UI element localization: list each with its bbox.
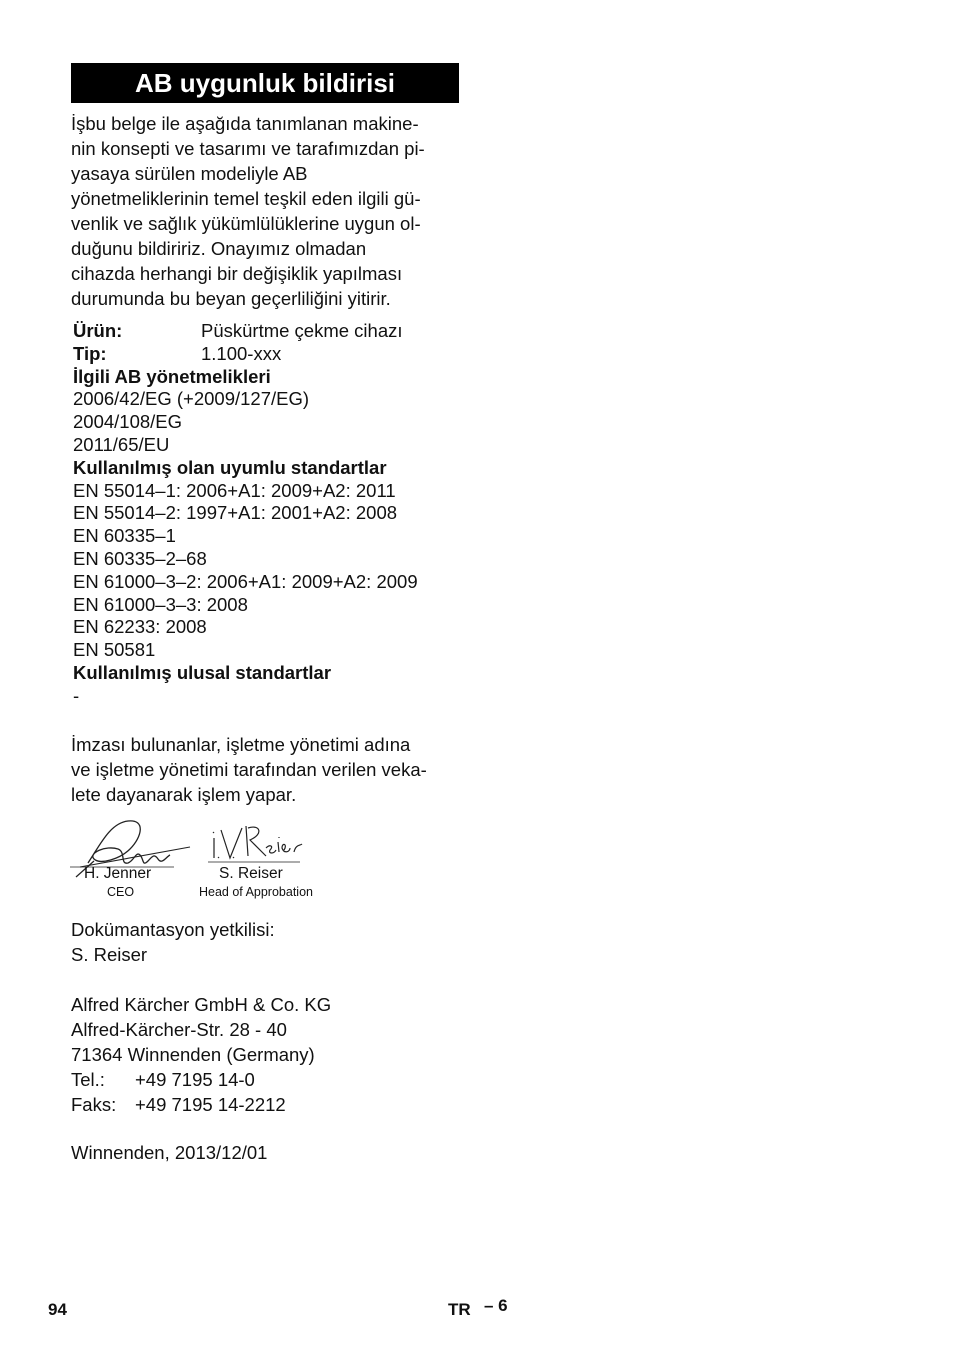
- company-address: [71, 992, 331, 1117]
- type-label: Tip:: [73, 342, 107, 364]
- fax-label: Faks:: [71, 1094, 117, 1115]
- signature-reiser: [208, 822, 304, 866]
- standard-item: EN 55014–1: 2006+A1: 2009+A2: 2011: [73, 479, 396, 501]
- closing-line: İmzası bulunanlar, işletme yönetimi adına: [71, 734, 411, 755]
- intro-line: İşbu belge ile aşağıda tanımlanan makine-: [71, 113, 419, 134]
- type-value: 1.100-xxx: [201, 342, 282, 364]
- closing-line: lete dayanarak işlem yapar.: [71, 784, 297, 805]
- intro-line: yasaya sürülen modeliyle AB: [71, 163, 308, 184]
- company-city: 71364 Winnenden (Germany): [71, 1044, 315, 1065]
- phone-label: Tel.:: [71, 1069, 105, 1090]
- phone-value: +49 7195 14-0: [135, 1069, 255, 1090]
- intro-line: durumunda bu beyan geçerliliğini yitirir.: [71, 288, 391, 309]
- language-code: TR: [448, 1300, 471, 1319]
- documentation-name: S. Reiser: [71, 944, 148, 965]
- national-heading: Kullanılmış ulusal standartlar: [73, 661, 332, 683]
- standard-item: EN 61000–3–3: 2008: [73, 593, 248, 615]
- directive-item: 2004/108/EG: [73, 411, 183, 433]
- intro-line: venlik ve sağlık yükümlülüklerine uygun ol-: [71, 213, 421, 234]
- place-date: Winnenden, 2013/12/01: [71, 1142, 268, 1163]
- intro-line: nin konsepti ve tasarımı ve tarafımızdan pi-: [71, 138, 425, 159]
- directives-heading: İlgili AB yönetmelikleri: [73, 365, 271, 387]
- page-number: 94: [48, 1300, 67, 1319]
- company-name: Alfred Kärcher GmbH & Co. KG: [71, 994, 332, 1015]
- standard-item: EN 60335–2–68: [73, 547, 207, 569]
- product-label: Ürün:: [73, 320, 123, 341]
- standard-item: EN 62233: 2008: [73, 616, 207, 638]
- product-value: Püskürtme çekme cihazı: [201, 320, 403, 341]
- signer-role: Head of Approbation: [199, 885, 313, 899]
- section-page: – 6: [484, 1296, 508, 1315]
- signer-name: H. Jenner: [84, 865, 152, 882]
- standard-item: EN 50581: [73, 639, 156, 661]
- product-row: [73, 320, 473, 343]
- signer-role: CEO: [107, 885, 135, 899]
- directive-item: 2011/65/EU: [73, 433, 170, 455]
- closing-line: ve işletme yönetimi tarafından verilen veka-: [71, 759, 427, 780]
- type-row: [73, 343, 473, 366]
- closing-paragraph: [71, 732, 471, 807]
- signer-name: S. Reiser: [219, 865, 283, 882]
- standard-item: EN 61000–3–2: 2006+A1: 2009+A2: 2009: [73, 570, 418, 592]
- intro-line: cihazda herhangi bir değişiklik yapılması: [71, 263, 403, 284]
- fax-row: [71, 1092, 331, 1117]
- directive-item: 2006/42/EG (+2009/127/EG): [73, 388, 310, 410]
- standard-item: EN 60335–1: [73, 525, 176, 547]
- declaration-details: [73, 320, 473, 708]
- documentation-label: Dokümantasyon yetkilisi:: [71, 919, 275, 940]
- fax-value: +49 7195 14-2212: [135, 1094, 286, 1115]
- national-value: -: [73, 684, 80, 706]
- intro-line: yönetmeliklerinin temel teşkil eden ilgili gü-: [71, 188, 421, 209]
- standard-item: EN 55014–2: 1997+A1: 2001+A2: 2008: [73, 502, 398, 524]
- harmonized-heading: Kullanılmış olan uyumlu standartlar: [73, 456, 387, 478]
- page-title: AB uygunluk bildirisi: [71, 63, 459, 103]
- company-street: Alfred-Kärcher-Str. 28 - 40: [71, 1019, 287, 1040]
- phone-row: [71, 1067, 331, 1092]
- intro-line: duğunu bildiririz. Onayımız olmadan: [71, 238, 367, 259]
- documentation-officer: [71, 917, 275, 967]
- intro-paragraph: [71, 111, 463, 311]
